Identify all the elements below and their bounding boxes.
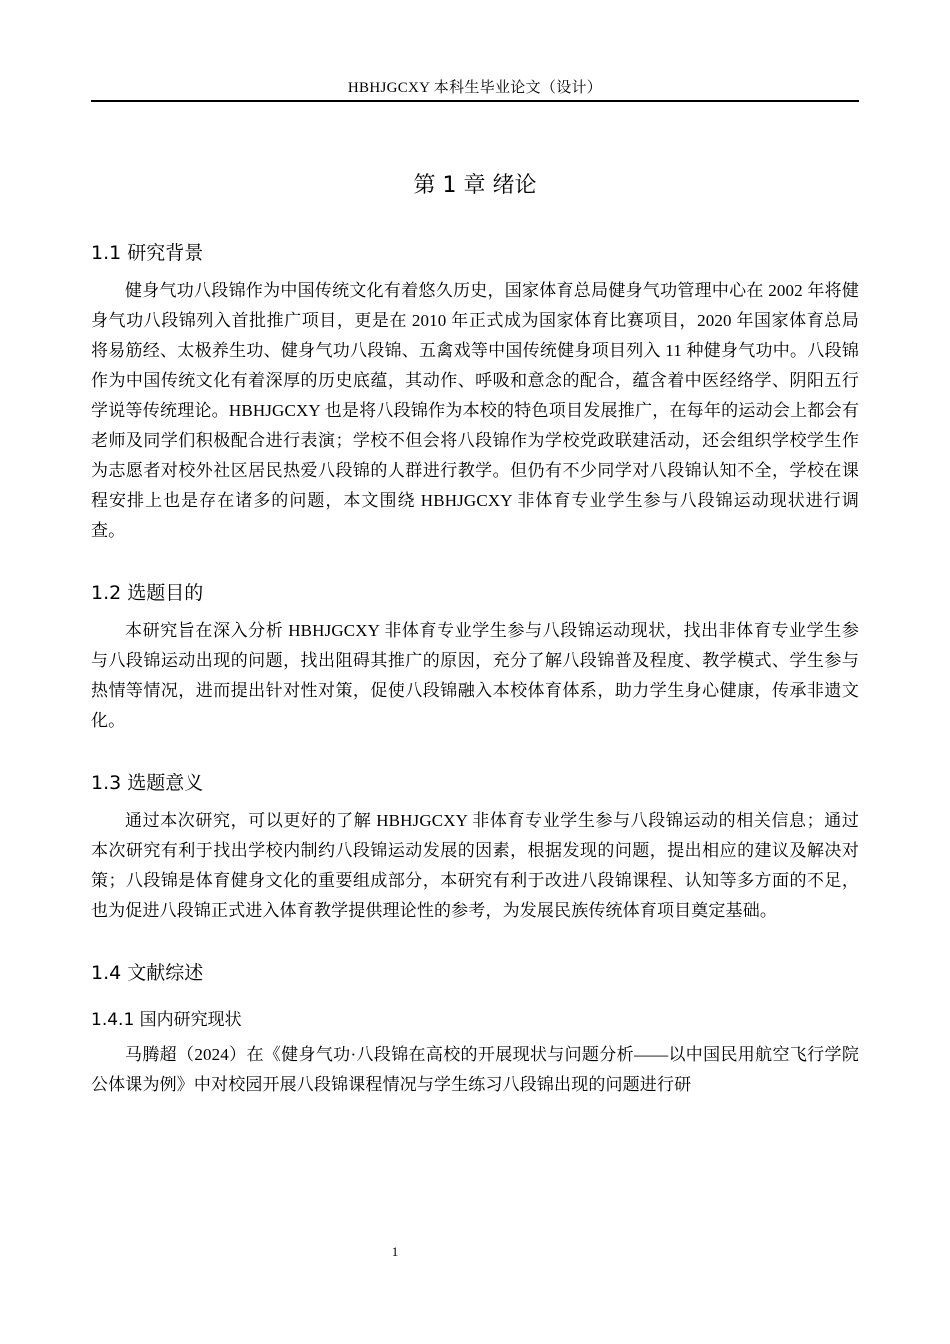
section-title-purpose: 1.2 选题目的	[91, 582, 204, 604]
section-title-research-background: 1.1 研究背景	[91, 242, 204, 264]
chapter-title: 第 1 章 绪论	[413, 173, 537, 198]
spacer	[91, 926, 859, 958]
spacer	[91, 736, 859, 768]
paragraph-significance: 通过本次研究，可以更好的了解 HBHJGCXY 非体育专业学生参与八段锦运动的相关信息；通过本次研究有利于找出学校内制约八段锦运动发展的因素，根据发现的问题，提出相应的建议及解决对策；八段锦是体育健身文化的重要组成部分，本研究有利于改进八段锦课程、认知等多方面的不足，也为促进八段锦正式进入体育教学提供理论性的参考，为发展民族传统体育项目奠定基础。	[91, 811, 859, 920]
paragraph-purpose: 本研究旨在深入分析 HBHJGCXY 非体育专业学生参与八段锦运动现状，找出非体育专业学生参与八段锦运动出现的问题，找出阻碍其推广的原因，充分了解八段锦普及程度、教学模式、学生参与热情等情况，进而提出针对性对策，促使八段锦融入本校体育体系，助力学生身心健康，传承非遗文化。	[91, 621, 859, 730]
section-title-literature-review: 1.4 文献综述	[91, 962, 204, 984]
spacer	[91, 546, 859, 578]
subsection-title-domestic-research: 1.4.1 国内研究现状	[91, 1010, 242, 1030]
section-title-significance: 1.3 选题意义	[91, 772, 204, 794]
page-content	[91, 168, 859, 1100]
spacer	[91, 996, 859, 1006]
running-header: HBHJGCXY 本科生毕业论文（设计）	[347, 80, 603, 96]
paragraph-domestic-research: 马腾超（2024）在《健身气功·八段锦在高校的开展现状与问题分析——以中国民用航空飞行学院公体课为例》中对校园开展八段锦课程情况与学生练习八段锦出现的问题进行研	[91, 1045, 859, 1094]
paragraph-research-background: 健身气功八段锦作为中国传统文化有着悠久历史，国家体育总局健身气功管理中心在 2002 年将健身气功八段锦列入首批推广项目，更是在 2010 年正式成为国家体育比赛项目，2020 年国家体育总局将易筋经、太极养生功、健身气功八段锦、五禽戏等中国传统健身项目列入 11 种健身气功中。八段锦作为中国传统文化有着深厚的历史底蕴，其动作、呼吸和意念的配合，蕴含着中医经络学、阴阳五行学说等传统理论。HBHJGCXY 也是将八段锦作为本校的特色项目发展推广，在每年的运动会上都会有老师及同学们积极配合进行表演；学校不但会将八段锦作为学校党政联建活动，还会组织学校学生作为志愿者对校外社区居民热爱八段锦的人群进行教学。但仍有不少同学对八段锦认知不全，学校在课程安排上也是存在诸多的问题，本文围绕 HBHJGCXY 非体育专业学生参与八段锦运动现状进行调查。	[91, 281, 859, 540]
header-rule	[91, 100, 859, 102]
page-number: 1	[391, 1244, 399, 1259]
